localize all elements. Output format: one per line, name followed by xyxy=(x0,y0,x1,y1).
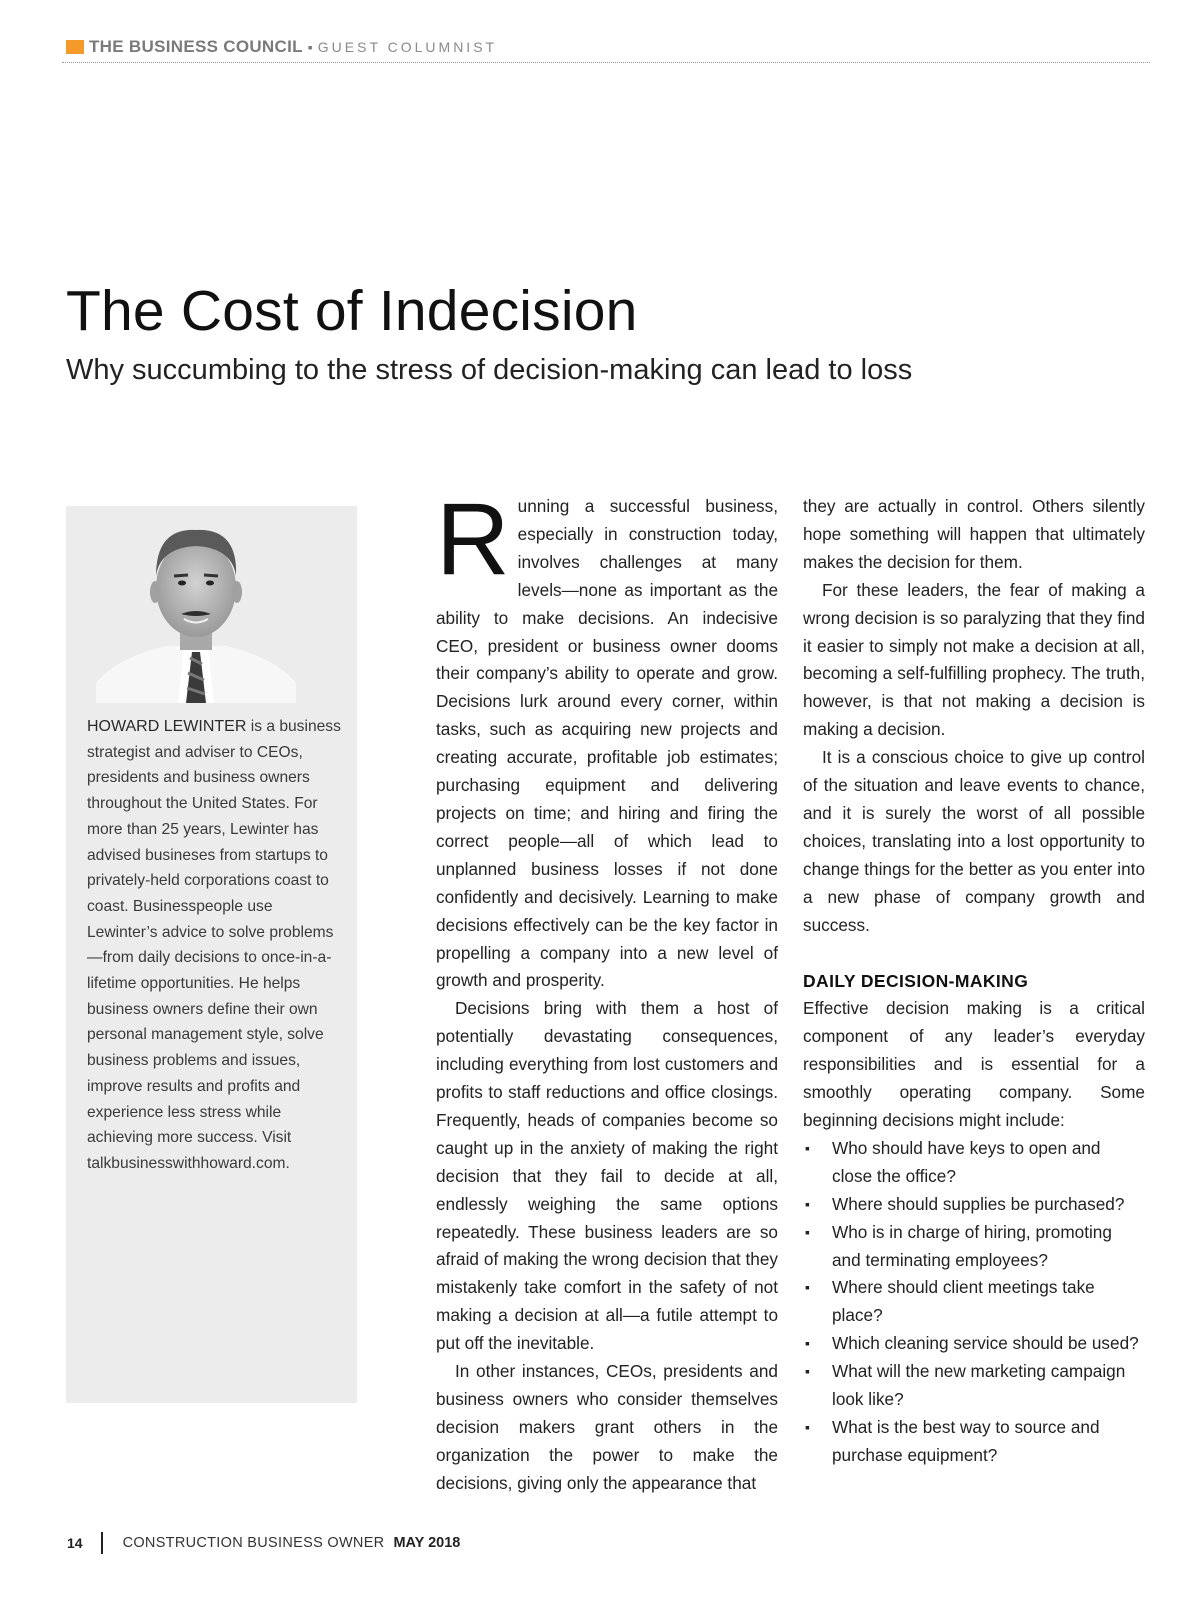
bullet-icon: ▪ xyxy=(805,1279,810,1296)
bullet-icon: ▪ xyxy=(805,1195,810,1212)
list-item: ▪ Who should have keys to open and close the office? xyxy=(803,1135,1145,1191)
bullet-icon: ▪ xyxy=(805,1363,810,1380)
list-item: ▪ What will the new marketing campaign look like? xyxy=(803,1358,1145,1414)
article-paragraph: they are actually in control. Others silently hope something will happen that ultimately makes the decision for them. xyxy=(803,496,1145,572)
bullet-icon: ▪ xyxy=(805,1419,810,1435)
list-item: ▪ Where should supplies be purchased? xyxy=(803,1191,1145,1219)
article-paragraph: For these leaders, the fear of making a wrong decision is so paralyzing that they find it easier to simply not make a decision at all, becoming a self-fulfilling prophecy. The truth, however, is that not making a decision is making a decision. xyxy=(803,579,1145,740)
article-column-1 xyxy=(436,482,778,1498)
author-name: HOWARD LEWINTER xyxy=(87,718,247,735)
author-photo xyxy=(96,518,296,703)
list-item: ▪ Which cleaning service should be used? xyxy=(803,1330,1145,1358)
article-column-2 xyxy=(803,493,1145,1470)
author-bio-text: is a business strategist and adviser to CEOs, presidents and business owners throughout the United States. For more than 25 years, Lewinter has advised busineses from startups to privately-held corporations coast to coast. Businesspeople use Lewinter’s advice to solve problems—from daily decisions to once-in-a-lifetime opportunities. He helps business owners define their own personal management style, solve business problems and issues, improve results and profits and experience less stress while achieving more success. Visit talkbusinesswithhoward.com. xyxy=(87,718,341,1172)
decision-list xyxy=(803,1135,1145,1470)
magazine-name: CONSTRUCTION BUSINESS OWNER xyxy=(122,1535,385,1551)
section-square-icon xyxy=(66,40,84,54)
subsection-label: GUEST COLUMNIST xyxy=(317,39,498,55)
page-footer xyxy=(67,1532,460,1554)
bullet-icon: ▪ xyxy=(805,1223,810,1240)
bullet-icon: ▪ xyxy=(805,1335,810,1352)
author-sidebar xyxy=(66,506,357,1403)
article-paragraph: Running a successful business, especially in construction today, involves challenges at many levels—none as important as the ability to make decisions. An indecisive CEO, president or business owner dooms their company’s ability to operate and grow. Decisions lurk around every corner, within tasks, such as acquiring new projects and creating accurate, profitable job estimates; purchasing equipment and delivering projects on time; and hiring and firing the correct people—all of which lead to unplanned business losses if not done confidently and decisively. Learning to make decisions effectively can be the key factor in propelling a company into a new level of growth and prosperity. xyxy=(436,482,778,991)
section-separator: ▪ xyxy=(307,39,313,55)
list-item: ▪ Who is in charge of hiring, promoting and terminating employees? xyxy=(803,1219,1145,1275)
section-header xyxy=(66,37,497,57)
issue-date: MAY 2018 xyxy=(393,1535,461,1551)
section-heading: DAILY DECISION-MAKING xyxy=(803,970,1029,991)
section-label: THE BUSINESS COUNCIL xyxy=(89,37,303,56)
article-paragraph: In other instances, CEOs, presidents and business owners who consider themselves decision makers grant others in the organization the power to make the decisions, giving only the appearance that xyxy=(436,1361,778,1493)
bullet-icon: ▪ xyxy=(805,1139,810,1156)
footer-divider xyxy=(101,1532,103,1554)
article-paragraph: Effective decision making is a critical component of any leader’s everyday responsibilities and is essential for a smoothly operating company. Some beginning decisions might include: xyxy=(803,998,1145,1131)
article-paragraph: Decisions bring with them a host of potentially devastating consequences, including everything from lost customers and profits to staff reductions and office closings. Frequently, heads of companies become so caught up in the anxiety of making the right decision that they fail to decide at all, endlessly weighing the same options repeatedly. These business leaders are so afraid of making the wrong decision that they mistakenly take comfort in the safety of not making a decision at all—a futile attempt to put off the inevitable. xyxy=(436,998,778,1354)
list-item: ▪ Where should client meetings take place? xyxy=(803,1274,1145,1330)
article-subtitle: Why succumbing to the stress of decision-making can lead to loss xyxy=(66,354,913,386)
page-number: 14 xyxy=(67,1535,83,1551)
article-title: The Cost of Indecision xyxy=(66,279,638,343)
list-item: ▪ What is the best way to source and purchase equipment? xyxy=(803,1414,1145,1470)
article-paragraph: It is a conscious choice to give up control of the situation and leave events to chance, and it is surely the worst of all possible choices, translating into a lost opportunity to change things for the better as you enter into a new phase of company growth and success. xyxy=(803,747,1145,935)
drop-cap: R xyxy=(436,482,510,596)
header-divider xyxy=(62,62,1150,63)
author-bio xyxy=(87,714,343,1177)
